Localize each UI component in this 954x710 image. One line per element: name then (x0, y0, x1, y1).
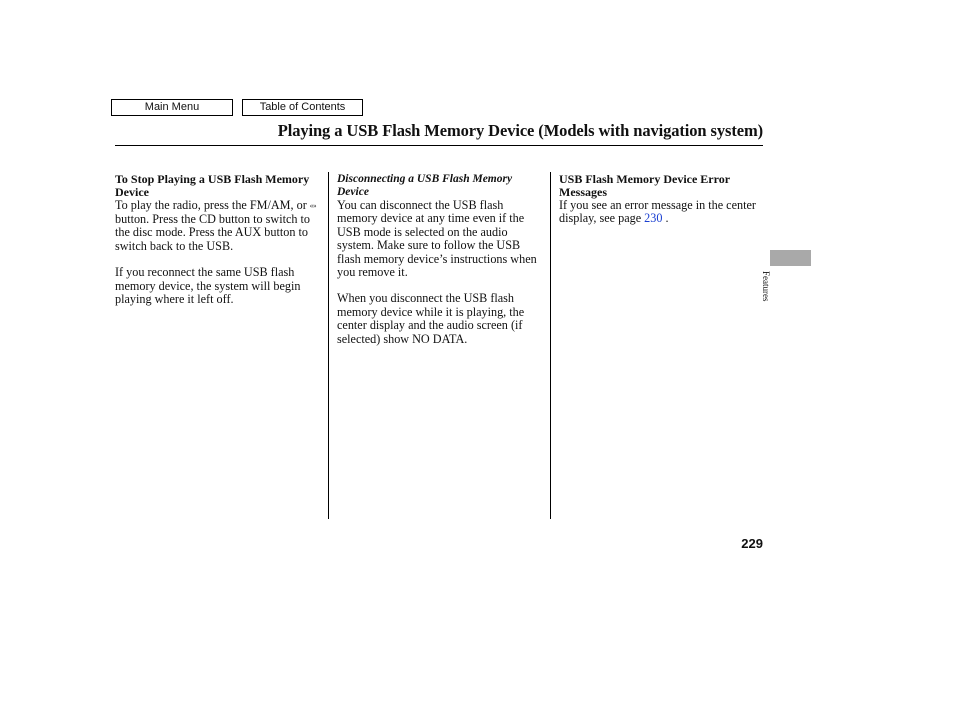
table-of-contents-button[interactable]: Table of Contents (242, 99, 363, 116)
paragraph: When you disconnect the USB flash memory device while it is playing, the center display and the audio screen (if selected) show NO DATA. (337, 291, 525, 346)
side-tab-text: Features (761, 271, 771, 302)
page-title: Playing a USB Flash Memory Device (Models with navigation system) (277, 121, 763, 140)
paragraph-text: To play the radio, press the FM/AM, or (115, 198, 307, 212)
column-divider (550, 172, 551, 519)
paragraph-text: . (665, 211, 669, 226)
section-heading-stop-playing: To Stop Playing a USB Flash Memory Device (115, 172, 310, 199)
paragraph: If you reconnect the same USB flash memory device, the system will begin playing where it left off. (115, 265, 301, 306)
column-error-messages (559, 172, 759, 226)
main-menu-button[interactable]: Main Menu (111, 99, 233, 116)
title-divider (115, 145, 763, 146)
paragraph-text: button. Press the CD button to switch to the disc mode. Press the AUX button to switch back to the USB. (115, 211, 310, 253)
section-heading-error-messages: USB Flash Memory Device Error Messages (559, 172, 730, 199)
paragraph: You can disconnect the USB flash memory device at any time even if the USB mode is selected on the audio system. Make sure to follow the USB flash memory device’s instructions when you remove it. (337, 198, 537, 280)
page-number: 229 (741, 536, 763, 551)
column-disconnecting (337, 172, 543, 346)
paragraph-text: If you see an error message in the center display, see page (559, 198, 756, 226)
paragraph (559, 199, 759, 226)
paragraph (115, 199, 321, 253)
section-heading-disconnecting: Disconnecting a USB Flash Memory Device (337, 173, 513, 198)
side-tab-label (761, 266, 782, 318)
page-link-230[interactable]: 230 (644, 211, 663, 226)
cd-media-button-icon: «» (309, 201, 317, 210)
column-divider (328, 172, 329, 519)
section-tab-marker (770, 250, 811, 266)
column-stop-playing (115, 172, 321, 306)
